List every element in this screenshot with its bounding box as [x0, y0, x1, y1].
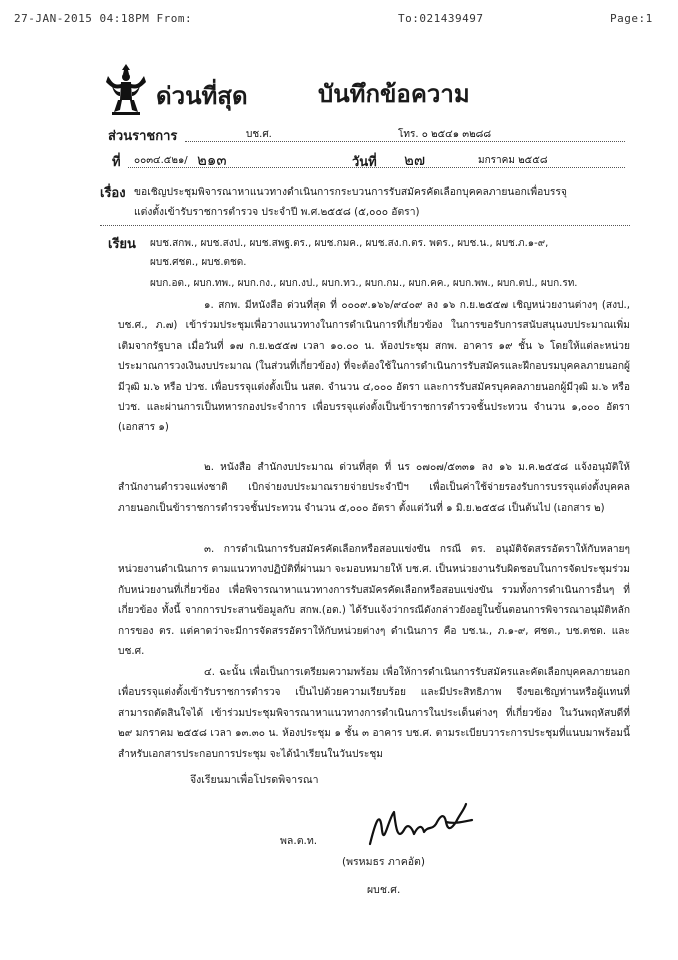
paragraph-4: ๔. ฉะนั้น เพื่อเป็นการเตรียมความพร้อม เพื่อให้การดำเนินการรับสมัครและคัดเลือกบุคคลภายนอกเพื่อบรรจุแต่งตั้งเข้ารับราชการตำรวจ เป็นไปด้วยความเรียบร้อย และมีประสิทธิภาพ จึงขอเชิญท่านหรือผู้แทนที่สามารถตัดสินใจได้ เข้าร่วมประชุมพิจารณาหาแนวทางการดำเนินการในประเด็นต่างๆ ที่เกี่ยวข้อง ในวันพฤหัสบดีที่ ๒๙ มกราคม ๒๕๕๘ เวลา ๑๓.๓๐ น. ห้องประชุม ๑ ชั้น ๓ อาคาร บช.ศ. ตามระเบียบวาระการประชุมที่แนบมาพร้อมนี้ สำหรับเอกสารประกอบการประชุม จะได้นำเรียนในวันประชุม [118, 667, 630, 760]
department-label: ส่วนราชการ [108, 129, 178, 144]
date-label: วันที่ [352, 155, 377, 170]
subject-label: เรื่อง [100, 186, 126, 201]
date-value: มกราคม ๒๕๕๘ [478, 155, 548, 166]
reference-handwritten: ๒๑๓ [197, 151, 227, 169]
paragraph-1: ๑. สกพ. มีหนังสือ ด่วนที่สุด ที่ ๐๐๐๙.๑๖๖/๙๔๐๙ ลง ๑๖ ก.ย.๒๕๕๗ เชิญหน่วยงานต่างๆ (สงป., บช.ศ., ภ.๗) เข้าร่วมประชุมเพื่อวางแนวทางในการดำเนินการที่เกี่ยวข้อง ในการขอรับการสนับสนุนงบประมาณเพิ่มเติมจากรัฐบาล เมื่อวันที่ ๑๗ ก.ย.๒๕๕๗ เวลา ๑๐.๐๐ น. ห้องประชุม สกพ. อาคาร ๑๙ ชั้น ๖ โดยให้แต่ละหน่วยประมาณการวงเงินงบประมาณ (ในส่วนที่เกี่ยวข้อง) ที่จะต้องใช้ในการดำเนินการรับสมัครและฝึกอบรมบุคคลภายนอกผู้มีวุฒิ ม.๖ หรือ ปวช. เพื่อบรรจุแต่งตั้งเป็น นสต. จำนวน ๔,๐๐๐ อัตรา และการรับสมัครบุคคลภายนอกผู้มีวุฒิ ม.๖ หรือ ปวช. และผ่านการเป็นทหารกองประจำการ เพื่อบรรจุแต่งตั้งเป็นข้าราชการตำรวจชั้นประทวน จำนวน ๑,๐๐๐ อัตรา (เอกสาร ๑) [118, 300, 630, 434]
paragraph-3: ๓. การดำเนินการรับสมัครคัดเลือกหรือสอบแข่งขัน กรณี ตร. อนุมัติจัดสรรอัตราให้กับหลายๆ หน่วยงานดำเนินการ ตามแนวทางปฏิบัติที่ผ่านมา จะมอบหมายให้ บช.ศ. เป็นหน่วยงานรับผิดชอบในการจัดประชุมร่วมกับหน่วยงานที่เกี่ยวข้อง เพื่อพิจารณาหาแนวทางการรับสมัครคัดเลือกหรือสอบแข่งขัน รวมทั้งการดำเนินการอื่นๆ ที่เกี่ยวข้อง ทั้งนี้ จากการประสานข้อมูลกับ สกพ.(อต.) ได้รับแจ้งว่ากรณีดังกล่าวยังอยู่ในขั้นตอนการพิจารณาอนุมัติหลักการของ ตร. แต่คาดว่าจะมีการจัดสรรอัตราให้กับหน่วยต่างๆ ดำเนินการ คือ บช.น., ภ.๑-๙, ศชต., บช.ตชด. และ บช.ศ. [118, 544, 630, 658]
phone-value: โทร. ๐ ๒๕๔๑ ๓๒๘๘ [398, 129, 492, 140]
signatory-name: (พรหมธร ภาคอัต) [342, 856, 425, 868]
reference-label: ที่ [112, 155, 121, 170]
recipients-line-1: ผบช.สกพ., ผบช.สงป., ผบช.สพฐ.ตร., ผบช.กมค., ผบช.สง.ก.ตร. พตร., ผบช.น., ผบช.ภ.๑-๙, [150, 238, 549, 249]
signatory-rank: พล.ต.ท. [280, 835, 318, 847]
subject-line-1: ขอเชิญประชุมพิจารณาหาแนวทางดำเนินการกระบวนการรับสมัครคัดเลือกบุคคลภายนอกเพื่อบรรจุ [134, 186, 567, 198]
handwritten-signature [362, 800, 490, 856]
reference-value: ๐๐๓๔.๕๒๑/ [134, 155, 188, 166]
recipients-line-2: ผบช.ศชต., ผบช.ตชด. [150, 257, 247, 268]
recipients-line-3: ผบก.อต., ผบก.ทพ., ผบก.กง., ผบก.งป., ผบก.ทว., ผบก.กม., ผบก.คค., ผบก.พพ., ผบก.ตป., ผบก.รท. [150, 278, 578, 289]
garuda-emblem-icon [104, 62, 148, 118]
department-value: บช.ศ. [246, 129, 272, 140]
recipients-label: เรียน [108, 237, 136, 252]
subject-line-2: แต่งตั้งเข้ารับราชการตำรวจ ประจำปี พ.ศ.๒๕๕๘ (๕,๐๐๐ อัตรา) [134, 206, 420, 218]
fax-recipient-number: To:021439497 [398, 12, 484, 25]
fax-page-number: Page:1 [610, 12, 653, 25]
subject-divider [100, 225, 630, 226]
paragraph-2: ๒. หนังสือ สำนักงบประมาณ ด่วนที่สุด ที่ นร ๐๗๐๗/๕๓๓๑ ลง ๑๖ ม.ค.๒๕๕๘ แจ้งอนุมัติให้สำนักงานตำรวจแห่งชาติ เบิกจ่ายงบประมาณรายจ่ายประจำปีฯ เพื่อเป็นค่าใช้จ่ายรองรับการบรรจุแต่งตั้งบุคคลภายนอกเป็นข้าราชการตำรวจชั้นประทวน จำนวน ๕,๐๐๐ อัตรา ตั้งแต่วันที่ ๑ มิ.ย.๒๕๕๘ เป็นต้นไป (เอกสาร ๒) [118, 462, 630, 514]
fax-datetime: 27-JAN-2015 04:18PM From: [14, 12, 193, 25]
urgency-label: ด่วนที่สุด [156, 82, 248, 110]
signatory-position: ผบช.ศ. [367, 884, 401, 896]
document-title: บันทึกข้อความ [318, 80, 470, 108]
closing-line: จึงเรียนมาเพื่อโปรดพิจารณา [190, 774, 319, 786]
date-handwritten: ๒๗ [404, 151, 426, 169]
